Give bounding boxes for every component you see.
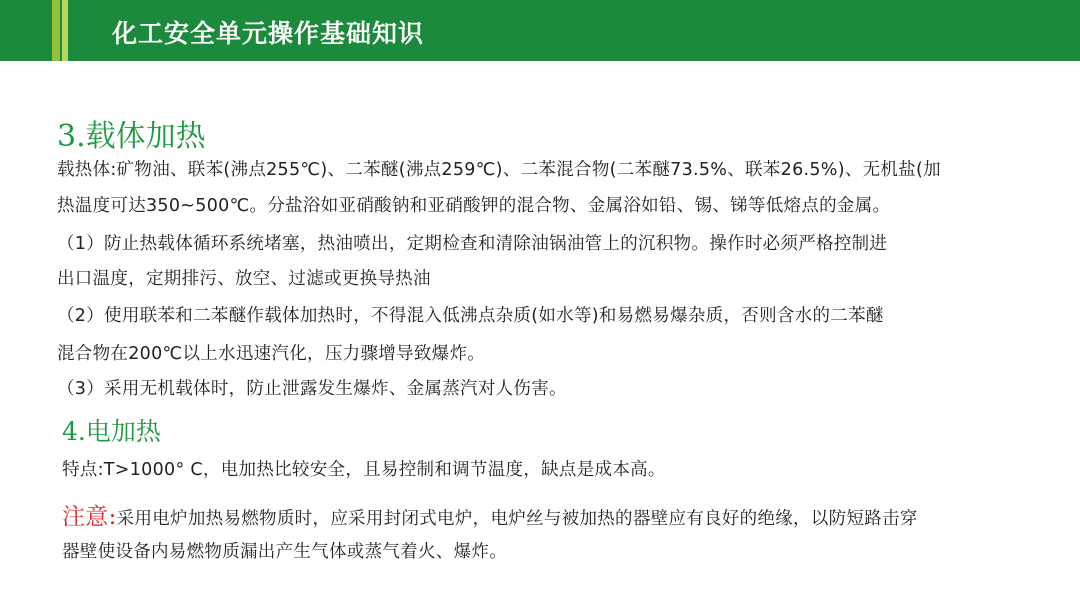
body-text-line: （2）使用联苯和二苯醚作载体加热时，不得混入低沸点杂质(如水等)和易燃易爆杂质，否则含水的二苯醚 — [57, 306, 884, 326]
section-heading-carrier-heating: 3.载体加热 — [57, 119, 206, 154]
header-accent-stripe-light — [62, 0, 68, 61]
page-title: 化工安全单元操作基础知识 — [112, 19, 425, 48]
body-text-line: 混合物在200℃以上水迅速汽化，压力骤增导致爆炸。 — [57, 344, 486, 364]
section-heading-electric-heating: 4.电加热 — [62, 417, 161, 446]
header-accent-stripe — [52, 0, 60, 61]
body-text-line: （3）采用无机载体时，防止泄露发生爆炸、金属蒸汽对人伤害。 — [57, 379, 567, 399]
body-text-line: 出口温度，定期排污、放空、过滤或更换导热油 — [57, 269, 431, 289]
feature-text-line: 特点:T>1000° C，电加热比较安全，且易控制和调节温度，缺点是成本高。 — [62, 460, 666, 480]
body-text-line: 热温度可达350~500℃。分盐浴如亚硝酸钠和亚硝酸钾的混合物、金属浴如铅、锡、锑等低熔点的金属。 — [57, 196, 891, 216]
body-text-line: 载热体:矿物油、联苯(沸点255℃)、二苯醚(沸点259℃)、二苯混合物(二苯醚73.5%、联苯26.5%)、无机盐(加 — [57, 160, 941, 180]
note-text-line: 器壁使设备内易燃物质漏出产生气体或蒸气着火、爆炸。 — [62, 542, 507, 562]
note-text: 采用电炉加热易燃物质时，应采用封闭式电炉，电炉丝与被加热的器壁应有良好的绝缘，以防短路击穿 — [116, 509, 918, 529]
note-label: 注意: — [62, 504, 117, 530]
body-text-line: （1）防止热载体循环系统堵塞，热油喷出，定期检查和清除油锅油管上的沉积物。操作时必须严格控制进 — [57, 234, 888, 254]
note-paragraph — [62, 498, 918, 531]
